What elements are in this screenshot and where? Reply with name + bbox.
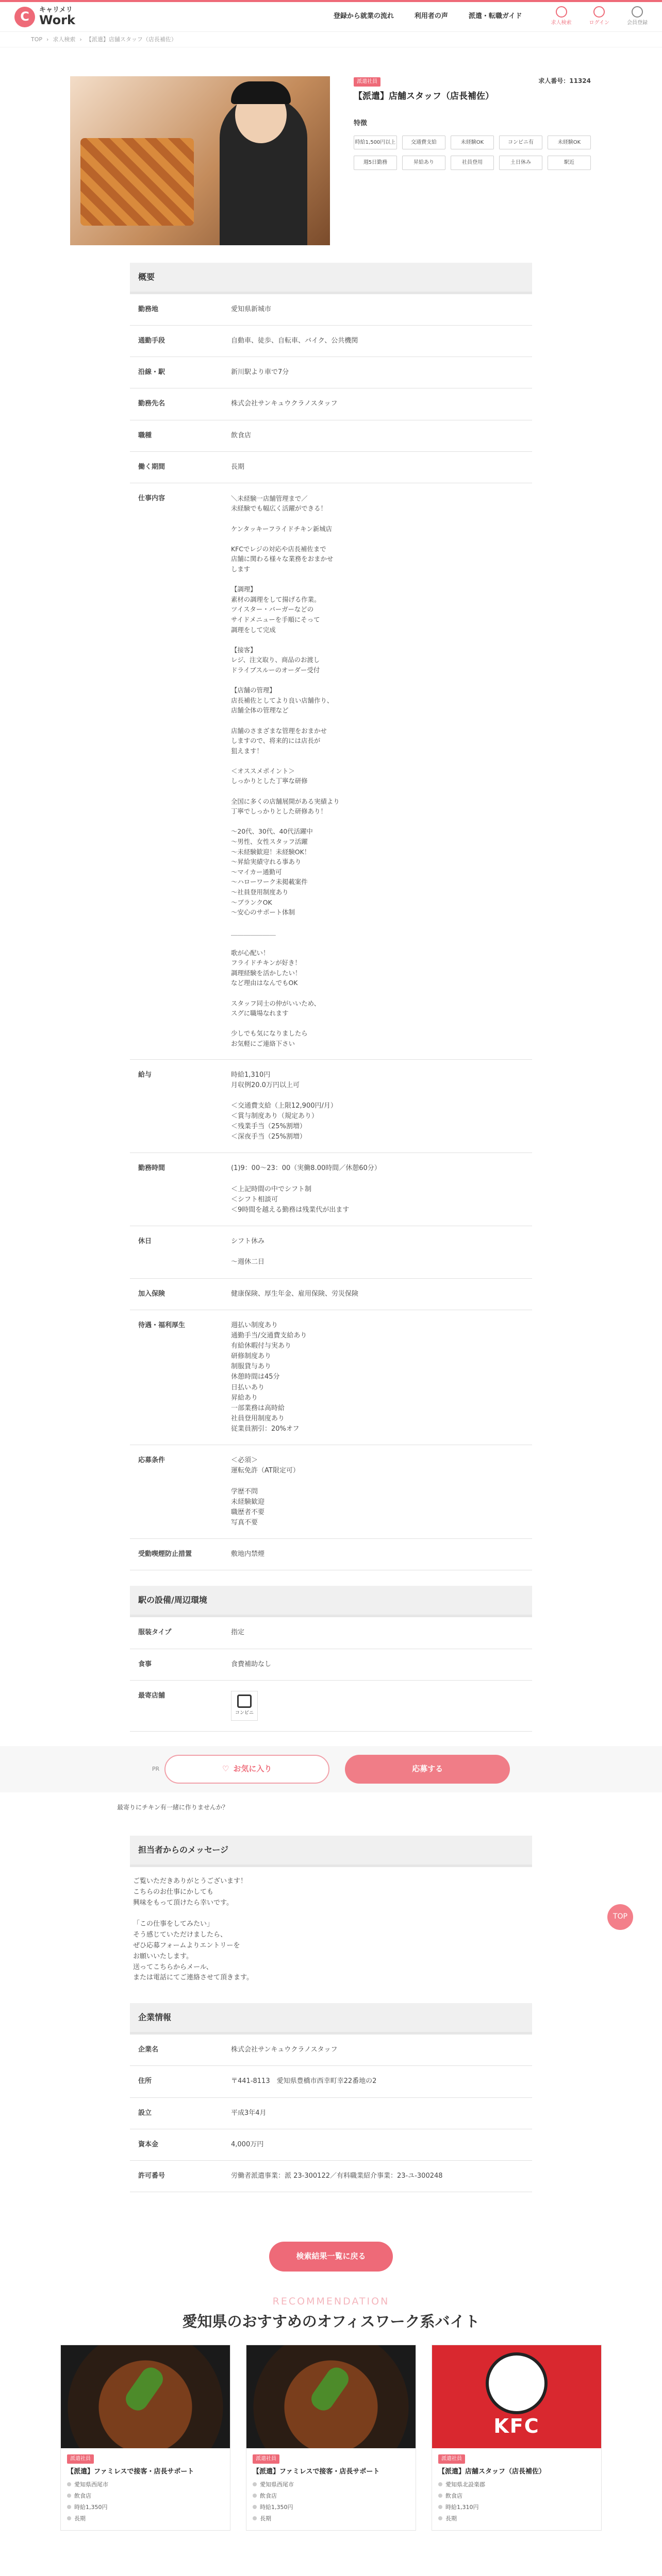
feature-tag: 駅近 [548,156,591,170]
row-label: 設立 [138,2109,152,2117]
card-image [432,2345,601,2448]
card-line: 飲食店 [74,2492,91,2499]
reco-card[interactable] [246,2345,416,2530]
card-line: 愛知県北設楽郡 [445,2481,485,2488]
job-icon [253,2494,257,2498]
row-label: 応募条件 [138,1456,166,1465]
row-label: 勤務時間 [138,1164,166,1173]
job-icon [438,2494,442,2498]
benefits-value: 週払い制度あり 通勤手当/交通費支給あり 有給休暇付与実あり 研修制度あり 制服貸与あり 休憩時間は45分 日払いあり 昇給あり 一部業務は高時給 社員登用制度あり 従業員割引：20%オフ [231,1321,307,1433]
card-line: 長期 [260,2515,271,2522]
row-label: 加入保険 [138,1290,166,1298]
card-line: 愛知県西尾市 [260,2481,294,2488]
header-register-button[interactable] [627,6,648,27]
feature-tag: 未経験OK [548,135,591,150]
reco-cards [0,2345,662,2530]
reco-heading: 愛知県のおすすめのオフィスワーク系バイト [182,2313,480,2331]
header-register-label: 会員登録 [627,20,648,26]
nav-guide[interactable]: 派遣・転職ガイド [468,12,522,21]
global-nav [334,11,522,22]
job-icon [67,2494,71,2498]
row-value: 労働者派遣事業：派 23-300122／有料職業紹介事業：23-ユ-300248 [231,2172,443,2180]
reco-card[interactable] [60,2345,230,2530]
apply-button[interactable]: 応募する [345,1755,510,1784]
kfc-logo-icon [486,2352,548,2414]
card-title: 【派遣】店舗スタッフ（店長補佐） [438,2468,546,2476]
card-line: 飲食店 [445,2492,462,2499]
row-label: 資本金 [138,2140,159,2148]
card-image [61,2345,230,2448]
reco-card[interactable] [432,2345,602,2530]
recommendation-section [0,2294,662,2333]
row-label: 服装タイプ [138,1629,172,1637]
nearby-section [130,1586,532,1731]
row-label: 働く期間 [138,463,166,471]
row-label: 勤務地 [138,306,159,313]
location-icon [438,2482,442,2486]
feature-tag: 時給1,500円以上 [354,135,397,150]
row-label: 待遇・福利厚生 [138,1321,186,1329]
row-value: 新川駅より車で7分 [231,368,289,377]
row-value: 〒441-8113 愛知県豊橋市西幸町幸22番地の2 [231,2077,377,2086]
card-title: 【派遣】ファミレスで接客・店長サポート [253,2468,380,2476]
job-number: 求人番号：11324 [538,77,591,84]
breadcrumb-search[interactable]: 求人検索 [53,36,76,43]
reco-en-label: RECOMMENDATION [272,2295,390,2307]
nav-voice[interactable]: 利用者の声 [414,12,448,21]
logo-icon: C [14,7,35,27]
header-login-button[interactable] [589,6,610,27]
row-value: 長期 [231,463,245,471]
feature-tag: 未経験OK [451,135,494,150]
feature-tag: 社員登用 [451,156,494,170]
card-line: 飲食店 [260,2492,277,2499]
requirements-value: ＜必須＞ 運転免許（AT限定可） 学歴不問 未経験歓迎 職歴者不要 写真不要 [231,1456,300,1527]
row-value: 飲食店 [231,431,252,439]
row-value: 食費補助なし [231,1660,272,1668]
card-badge: 派遣社員 [253,2454,279,2464]
site-header [0,2,662,32]
back-to-results-button[interactable]: 検索結果一覧に戻る [269,2242,393,2272]
features-label: 特徴 [354,120,368,128]
row-label: 休日 [138,1238,152,1246]
row-value: 愛知県新城市 [231,306,272,313]
overview-section [130,263,532,1570]
row-label: 食事 [138,1660,152,1668]
overview-heading: 概要 [130,263,532,292]
row-label: 給与 [138,1071,152,1079]
card-line: 愛知県西尾市 [74,2481,108,2488]
row-label: 通勤手段 [138,337,166,345]
member-icon [632,6,643,18]
login-icon [593,6,605,18]
card-line: 時給1,350円 [74,2503,108,2511]
row-label: 受動喫煙防止措置 [138,1550,192,1558]
row-value: 指定 [231,1629,245,1637]
favorite-label: お気に入り [233,1764,272,1774]
header-search-button[interactable] [551,6,572,27]
row-label: 職種 [138,431,152,439]
header-search-label: 求人検索 [551,20,572,26]
smoking-value: 敷地内禁煙 [231,1550,265,1558]
yen-icon [438,2505,442,2509]
card-title: 【派遣】ファミレスで接客・店長サポート [67,2468,194,2476]
location-icon [67,2482,71,2486]
feature-tag: 週5日勤務 [354,156,397,170]
message-section [130,1836,532,1867]
holiday-value: シフト休み ～週休二日 [231,1238,265,1266]
convenience-store-icon [231,1691,258,1721]
job-photo [70,76,330,245]
favorite-button[interactable] [164,1755,329,1784]
row-label: 勤務先名 [138,400,166,408]
row-label: 沿線・駅 [138,368,166,377]
feature-tag: 交通費支給 [402,135,445,150]
company-heading: 企業情報 [130,2003,532,2032]
feature-tag: コンビニ有 [499,135,542,150]
location-icon [253,2482,257,2486]
site-logo[interactable] [14,7,75,27]
period-icon [253,2516,257,2520]
period-icon [438,2516,442,2520]
card-line: 長期 [445,2515,457,2522]
row-label: 許可番号 [138,2172,166,2180]
period-icon [67,2516,71,2520]
breadcrumb-top[interactable]: TOP [31,36,43,43]
card-line: 時給1,310円 [445,2503,479,2511]
card-line: 時給1,350円 [260,2503,293,2511]
logo-small-text: キャリメリ [39,6,73,14]
card-badge: 派遣社員 [67,2454,94,2464]
nearby-heading: 駅の設備/周辺環境 [130,1586,532,1615]
salary-value: 時給1,310円 月収例20.0万円以上可 ＜交通費支給（上限12,900円/月） ＜賞与制度あり（規定あり） ＜残業手当（25%割増） ＜深夜手当（25%割増） [231,1071,337,1141]
card-line: 長期 [74,2515,86,2522]
nav-flow[interactable]: 登録から就業の流れ [333,12,394,21]
feature-tag: 昇給あり [402,156,445,170]
row-label: 住所 [138,2077,152,2086]
row-label: 仕事内容 [138,494,166,502]
row-value: 自動車、徒歩、自転車、バイク、公共機関 [231,337,358,345]
job-description: ＼未経験一店舗管理まで／ 未経験でも幅広く活躍ができる！ ケンタッキーフライドチキン新城店 KFCでレジの対応や店長補佐まで 店舗に関わる様々な業務をおまかせ します 【調理】 素材の調理をして揚げる作業。 ツイスター・バーガーなどの サイドメニューを手順にそって 調理をして完成 【接客】 レジ、注文取り、商品のお渡し ドライブスルーのオーダー受付 【店舗の管理】 店長補佐としてより良い店舗作り、 店舗全体の管理など 店舗のさまざまな管理をおまかせ しますので、将来的には店長が 狙えます！ ＜オススメポイント＞ しっかりとした丁寧な研修 全国に多くの店舗展開がある実績より 丁寧でしっかりとした研修あり！ ～20代、30代、40代活躍中 ～男性、女性スタッフ活躍 ～未経験歓迎！未経験OK！ ～昇給実績守れる事あり ～マイカー通勤可 ～ハローワーク未掲載案件 ～社員登用制度あり ～ブランクOK ～安心のサポート体制 ＿＿＿＿＿＿＿ 歌が心配い！ フライドチキンが好き！ 調理経験を活かしたい！ など理由はなんでもOK スタッフ同士の仲がいいため、 スグに職場なれます 少しでも気になりましたら お気軽にご連絡下さい [231,494,340,1047]
heart-icon: ♡ [222,1764,229,1774]
pr-label: PR [152,1766,160,1773]
logo-big-text: Work [39,12,75,27]
row-value: 株式会社サンキュウクラノスタッフ [231,2046,338,2054]
feature-tags [354,135,596,170]
page-top-label: TOP [613,1912,627,1921]
breadcrumb-sep-icon: › [46,36,49,43]
stamp-label: コンビニ [235,1710,254,1716]
header-login-label: ログイン [589,20,609,26]
yen-icon [67,2505,71,2509]
job-title: 【派遣】店舗スタッフ（店長補佐） [354,91,494,102]
row-value: 株式会社サンキュウクラノスタッフ [231,400,338,408]
kfc-logo-text: KFC [493,2414,540,2437]
page-top-button[interactable] [607,1904,633,1930]
row-label: 最寄店舗 [138,1691,166,1700]
employment-badge: 派遣社員 [354,77,380,87]
breadcrumb-sep-icon: › [79,36,82,43]
row-value: 4,000万円 [231,2140,264,2148]
pr-note: 最寄りにチキン有一緒に作りませんか？ [117,1803,228,1811]
message-heading: 担当者からのメッセージ [130,1836,532,1865]
company-section [130,2003,532,2192]
yen-icon [253,2505,257,2509]
search-icon [556,6,567,18]
breadcrumb [0,32,662,47]
message-text: ご覧いただきありがとうございます！ こちらのお仕事にかしても 興味をもって頂けたら幸いです。 「この仕事をしてみたい」 そう感じていただけましたら、 ぜひ応募フォームよりエントリーを お願いいたします。 送ってこちらからメール、 または電話にてご連絡させて頂きます。 [133,1877,253,1982]
feature-tag: 土日休み [499,156,542,170]
card-image [246,2345,416,2448]
row-value: 平成3年4月 [231,2109,267,2117]
row-label: 企業名 [138,2046,159,2054]
card-badge: 派遣社員 [438,2454,465,2464]
action-bar [0,1746,662,1792]
breadcrumb-current: 【派遣】店舗スタッフ（店長補佐） [86,36,177,43]
insurance-value: 健康保険、厚生年金、雇用保険、労災保険 [231,1290,359,1298]
hours-value: (1)9：00～23：00（実働8.00時間／休憩60分） ＜上記時間の中でシフト制 ＜シフト相談可 ＜9時間を越える勤務は残業代が出ます [231,1164,381,1214]
